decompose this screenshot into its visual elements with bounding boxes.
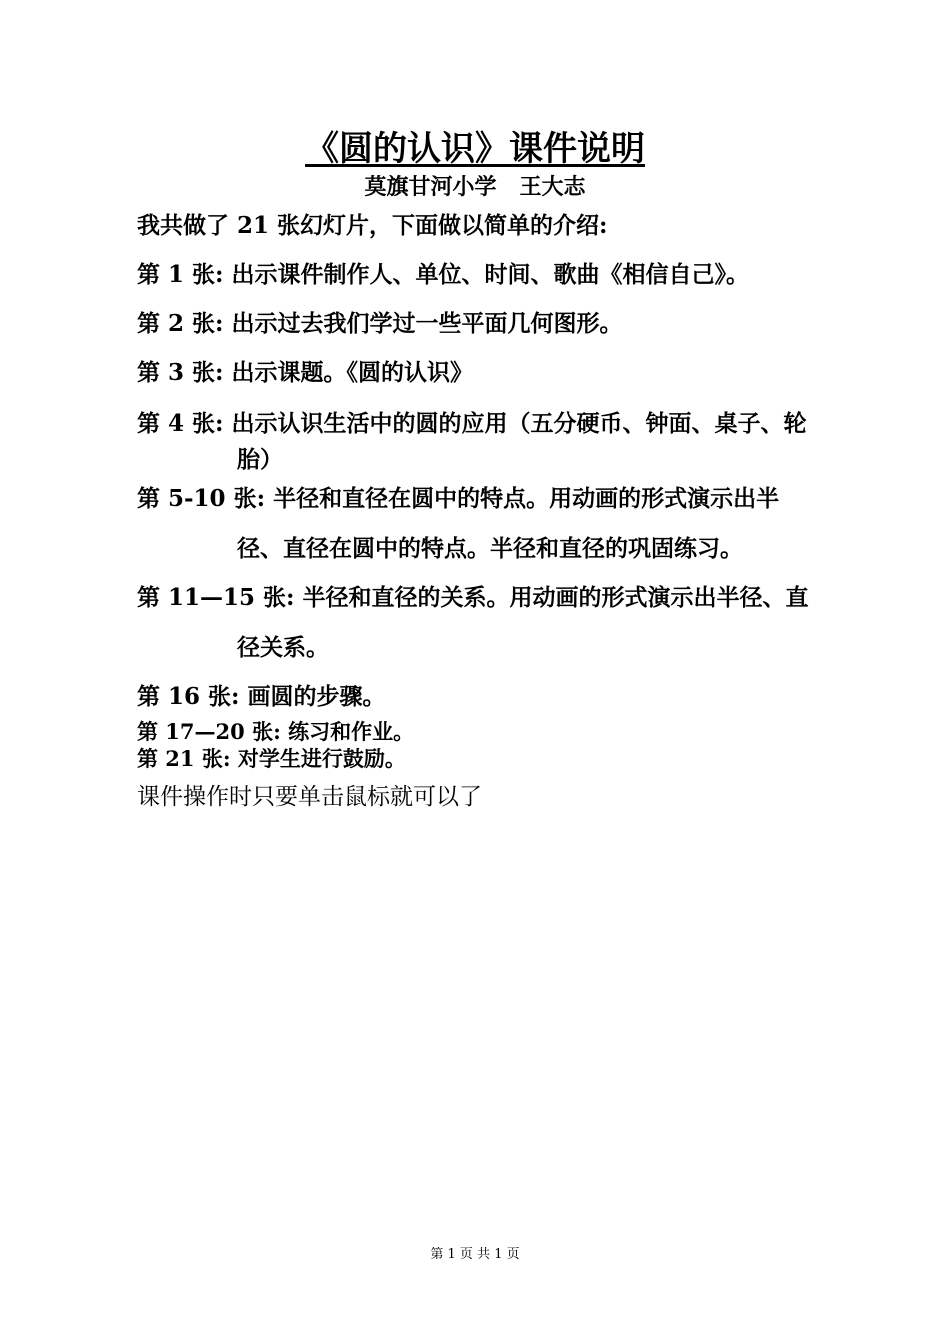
slide-item-17-20: 第 17—20 张: 练习和作业。	[137, 719, 415, 744]
slide-item-3: 第 3 张: 出示课题。《圆的认识》	[137, 359, 474, 386]
slide-item-21: 第 21 张: 对学生进行鼓励。	[137, 746, 406, 771]
slide-item-5-10: 第 5-10 张: 半径和直径在圆中的特点。用动画的形式演示出半	[137, 485, 780, 512]
slide-item-5-10-continued: 径、直径在圆中的特点。半径和直径的巩固练习。	[237, 535, 743, 562]
slide-item-4: 第 4 张: 出示认识生活中的圆的应用（五分硬币、钟面、桌子、轮	[137, 410, 807, 437]
slide-item-4-continued: 胎）	[237, 446, 283, 473]
slide-item-2: 第 2 张: 出示过去我们学过一些平面几何图形。	[137, 310, 623, 337]
document-title: 《圆的认识》课件说明	[305, 129, 645, 169]
intro-paragraph: 我共做了 21 张幻灯片，下面做以简单的介绍:	[137, 212, 608, 239]
page-footer: 第 1 页 共 1 页	[430, 1247, 520, 1262]
slide-item-11-15-continued: 径关系。	[237, 634, 329, 661]
closing-note: 课件操作时只要单击鼠标就可以了	[137, 784, 482, 810]
slide-item-11-15: 第 11—15 张: 半径和直径的关系。用动画的形式演示出半径、直	[137, 584, 809, 611]
slide-item-1: 第 1 张: 出示课件制作人、单位、时间、歌曲《相信自己》。	[137, 261, 750, 288]
slide-item-16: 第 16 张: 画圆的步骤。	[137, 683, 386, 710]
document-author: 莫旗甘河小学 王大志	[364, 174, 586, 200]
